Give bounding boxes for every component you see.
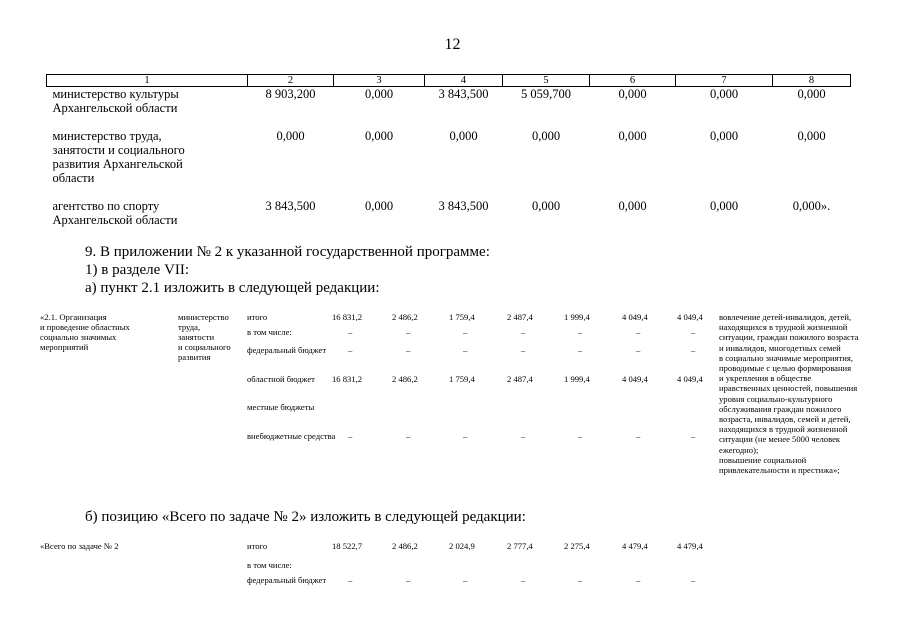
- expected-results: вовлечение детей-инвалидов, детей, находящихся в трудной жизненной ситуации, граждан пожилого возраста и инвалидов, многодетных семей в социально значимые мероприятия, проводимые с целью формирования и укрепления в обществе нравственных ценностей, повышения уровня социально-культурного обслуживания граждан пожилого возраста, инвалидов, семей и детей, находящихся в трудной жизненной ситуации (не менее 5000 человек ежегодно); повышение социальной привлекательности и престижа»;: [719, 312, 859, 476]
- cell-value: –: [521, 327, 526, 337]
- event-name: «2.1. Организация и проведение областных социально значимых мероприятий: [40, 312, 130, 352]
- cell-value: 4 049,4: [677, 374, 703, 384]
- column-number: 2: [248, 75, 334, 87]
- cell-value: 0,000: [531, 129, 561, 143]
- cell-value: –: [406, 431, 411, 441]
- cell-value: 16 831,2: [332, 374, 363, 384]
- cell-value: –: [521, 431, 526, 441]
- cell-value: 8 903,200: [265, 87, 316, 101]
- cell-value: 4 049,4: [622, 312, 648, 322]
- source-label: итого: [247, 541, 268, 551]
- cell-value: 0,000».: [792, 199, 831, 213]
- cell-value: –: [348, 345, 353, 355]
- cell-value: –: [578, 575, 583, 585]
- cell-value: 3 843,500: [438, 87, 489, 101]
- cell-value: 0,000: [618, 129, 647, 143]
- cell-value: 3 843,500: [438, 199, 489, 213]
- cell-value: 0,000: [618, 87, 647, 101]
- paragraph-9: 9. В приложении № 2 к указанной государственной программе:: [85, 244, 490, 260]
- column-number: 5: [503, 75, 590, 87]
- cell-value: 2 777,4: [507, 541, 533, 551]
- total-title: «Всего по задаче № 2: [40, 541, 119, 551]
- cell-value: –: [463, 431, 468, 441]
- cell-value: 2 487,4: [507, 312, 533, 322]
- cell-value: 1 759,4: [449, 312, 475, 322]
- cell-value: 0,000: [364, 87, 394, 101]
- paragraph-a: а) пункт 2.1 изложить в следующей редакции:: [85, 280, 380, 296]
- source-label: итого: [247, 312, 268, 322]
- cell-value: 1 759,4: [449, 374, 475, 384]
- cell-value: –: [691, 575, 696, 585]
- cell-value: 0,000: [709, 87, 739, 101]
- cell-value: –: [406, 575, 411, 585]
- cell-value: 0,000: [276, 129, 305, 143]
- column-number: 8: [773, 75, 851, 87]
- cell-value: –: [521, 345, 526, 355]
- cell-value: –: [691, 345, 696, 355]
- cell-value: 2 487,4: [507, 374, 533, 384]
- cell-value: 0,000: [709, 129, 739, 143]
- cell-value: –: [578, 431, 583, 441]
- cell-value: 1 999,4: [564, 374, 590, 384]
- cell-value: –: [463, 575, 468, 585]
- cell-value: –: [463, 345, 468, 355]
- column-number: 1: [47, 75, 248, 87]
- cell-value: –: [521, 575, 526, 585]
- source-label: областной бюджет: [247, 374, 315, 384]
- cell-value: 1 999,4: [564, 312, 590, 322]
- column-number: 7: [676, 75, 773, 87]
- cell-value: 0,000: [449, 129, 478, 143]
- cell-value: 4 049,4: [622, 374, 648, 384]
- cell-value: –: [348, 327, 353, 337]
- cell-value: 0,000: [797, 87, 826, 101]
- cell-value: –: [406, 345, 411, 355]
- cell-value: 0,000: [709, 199, 739, 213]
- page-number: 12: [444, 36, 461, 53]
- cell-value: 3 843,500: [265, 199, 316, 213]
- cell-value: 0,000: [364, 199, 394, 213]
- column-number: 6: [590, 75, 676, 87]
- cell-value: 4 049,4: [677, 312, 703, 322]
- row-name: агентство по спорту Архангельской области: [52, 199, 178, 227]
- cell-value: –: [406, 327, 411, 337]
- cell-value: 2 486,2: [392, 312, 418, 322]
- column-number: 3: [334, 75, 425, 87]
- cell-value: –: [463, 327, 468, 337]
- paragraph-b: б) позицию «Всего по задаче № 2» изложить в следующей редакции:: [85, 509, 526, 525]
- cell-value: 0,000: [618, 199, 647, 213]
- row-name: министерство культуры Архангельской области: [52, 87, 179, 115]
- cell-value: –: [636, 327, 641, 337]
- cell-value: 2 024,9: [449, 541, 475, 551]
- cell-value: 2 486,2: [392, 374, 418, 384]
- cell-value: –: [636, 345, 641, 355]
- cell-value: –: [691, 327, 696, 337]
- cell-value: –: [636, 431, 641, 441]
- cell-value: 4 479,4: [677, 541, 703, 551]
- cell-value: 2 486,2: [392, 541, 418, 551]
- cell-value: –: [348, 431, 353, 441]
- source-label: федеральный бюджет: [247, 575, 327, 585]
- source-label: внебюджетные средства: [247, 431, 336, 441]
- cell-value: –: [578, 345, 583, 355]
- cell-value: 0,000: [797, 129, 826, 143]
- cell-value: 0,000: [531, 199, 561, 213]
- cell-value: 18 522,7: [332, 541, 363, 551]
- cell-value: 0,000: [364, 129, 394, 143]
- cell-value: 4 479,4: [622, 541, 648, 551]
- row-name: министерство труда, занятости и социального развития Архангельской области: [52, 129, 185, 185]
- column-number: 4: [425, 75, 503, 87]
- cell-value: 5 059,700: [521, 87, 571, 101]
- source-label: федеральный бюджет: [247, 345, 327, 355]
- cell-value: –: [348, 575, 353, 585]
- cell-value: –: [691, 431, 696, 441]
- cell-value: –: [578, 327, 583, 337]
- paragraph-1: 1) в разделе VII:: [85, 262, 190, 278]
- cell-value: –: [636, 575, 641, 585]
- executor-name: министерство труда, занятости и социального развития: [178, 312, 231, 362]
- source-label: местные бюджеты: [247, 402, 315, 412]
- cell-value: 2 275,4: [564, 541, 590, 551]
- source-label: в том числе:: [247, 560, 292, 570]
- cell-value: 16 831,2: [332, 312, 363, 322]
- source-label: в том числе:: [247, 327, 292, 337]
